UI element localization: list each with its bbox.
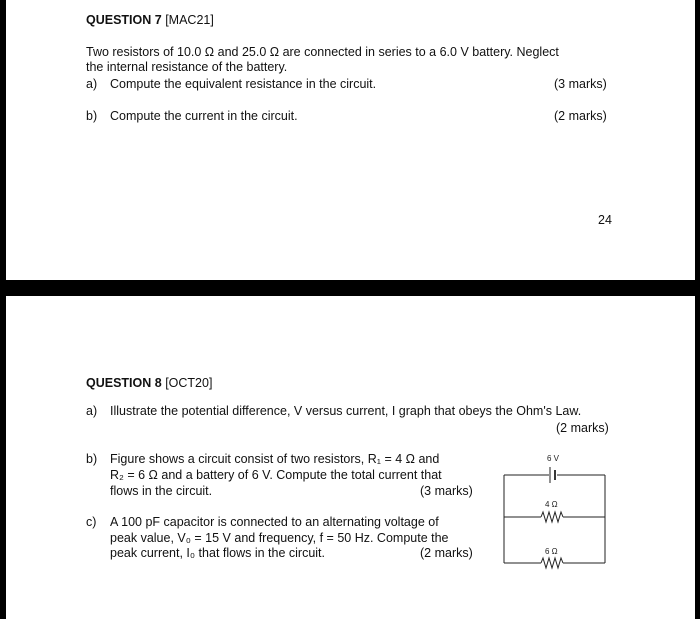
q8-a-text: Illustrate the potential difference, V versus current, I graph that obeys the Ohm's Law. bbox=[110, 404, 582, 418]
q7-a-label: a) bbox=[86, 77, 98, 91]
q7-b-label: b) bbox=[86, 109, 98, 123]
q7-a-text: Compute the equivalent resistance in the circuit. bbox=[110, 77, 377, 91]
r1-label: 4 Ω bbox=[545, 500, 558, 509]
q7-b-text: Compute the current in the circuit. bbox=[110, 109, 298, 123]
page-q7 bbox=[6, 0, 695, 280]
r2-label: 6 Ω bbox=[545, 547, 558, 556]
circuit-diagram bbox=[501, 451, 611, 581]
battery-label: 6 V bbox=[547, 454, 560, 463]
q8-a-marks: (2 marks) bbox=[556, 421, 609, 435]
q7-title-code: [MAC21] bbox=[165, 13, 214, 27]
q8-b-line2: R₂ = 6 Ω and a battery of 6 V. Compute the total current that bbox=[110, 468, 442, 482]
q7-a-marks: (3 marks) bbox=[554, 77, 607, 91]
q8-c-line2: peak value, V₀ = 15 V and frequency, f = 50 Hz. Compute the bbox=[110, 531, 449, 545]
q7-b-marks: (2 marks) bbox=[554, 109, 607, 123]
resistor-r2-icon bbox=[541, 558, 563, 568]
q8-title-bold: QUESTION 8 bbox=[86, 376, 162, 390]
q8-b-marks: (3 marks) bbox=[420, 484, 473, 498]
q8-title-code: [OCT20] bbox=[165, 376, 213, 390]
q7-intro-line2: the internal resistance of the battery. bbox=[86, 60, 288, 74]
battery-icon bbox=[549, 467, 557, 483]
resistor-r1-icon bbox=[541, 512, 563, 522]
q8-b-line1: Figure shows a circuit consist of two resistors, R₁ = 4 Ω and bbox=[110, 452, 440, 466]
q8-c-label: c) bbox=[86, 515, 97, 529]
q7-title bbox=[86, 13, 214, 28]
q7-intro-line1: Two resistors of 10.0 Ω and 25.0 Ω are connected in series to a 6.0 V battery. Neglect bbox=[86, 45, 559, 59]
q8-a-label: a) bbox=[86, 404, 98, 418]
q8-c-line1: A 100 pF capacitor is connected to an alternating voltage of bbox=[110, 515, 439, 529]
q8-b-label: b) bbox=[86, 452, 98, 466]
q8-title bbox=[86, 376, 212, 391]
page-number: 24 bbox=[598, 213, 612, 227]
q8-c-line3: peak current, I₀ that flows in the circuit. bbox=[110, 546, 326, 560]
q8-c-marks: (2 marks) bbox=[420, 546, 473, 560]
q8-b-line3: flows in the circuit. bbox=[110, 484, 213, 498]
page-q8 bbox=[6, 296, 695, 619]
q7-title-bold: QUESTION 7 bbox=[86, 13, 162, 27]
